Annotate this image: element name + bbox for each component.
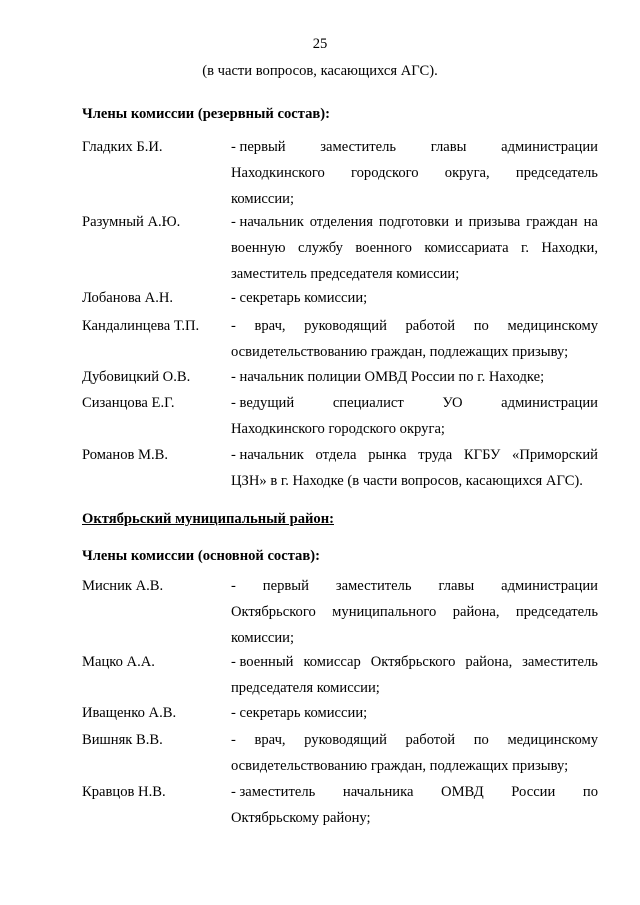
member-role bbox=[231, 313, 598, 365]
member-name: Гладких Б.И. bbox=[82, 139, 163, 155]
role-line: - начальник полиции ОМВД России по г. Находке; bbox=[231, 369, 545, 385]
role-word: администрации bbox=[501, 395, 598, 411]
role-word: рынка bbox=[368, 447, 407, 463]
heading-main-members: Члены комиссии (основной состав): bbox=[82, 548, 320, 564]
role-word: первый bbox=[262, 578, 309, 594]
member-role bbox=[231, 700, 598, 726]
page-number: 25 bbox=[312, 36, 328, 52]
role-line bbox=[231, 649, 598, 675]
member-role bbox=[231, 779, 598, 831]
role-word: Находки, bbox=[541, 240, 598, 256]
role-word: - заместитель bbox=[231, 784, 316, 800]
role-word: врач, bbox=[254, 732, 286, 748]
role-word: главы bbox=[438, 578, 475, 594]
role-word: - начальник bbox=[231, 214, 304, 230]
role-word: КГБУ bbox=[463, 447, 501, 463]
member-role bbox=[231, 727, 598, 779]
heading-reserve-members: Члены комиссии (резервный состав): bbox=[82, 106, 330, 122]
role-word: отделения bbox=[309, 214, 373, 230]
role-word: и bbox=[454, 214, 463, 230]
member-name: Кравцов Н.В. bbox=[82, 784, 166, 800]
role-line bbox=[231, 313, 598, 339]
role-word: подготовки bbox=[378, 214, 450, 230]
role-line: освидетельствованию граждан, подлежащих призыву; bbox=[231, 758, 569, 774]
role-word: городского bbox=[351, 165, 419, 181]
role-word: работой bbox=[405, 318, 456, 334]
member-name: Кандалинцева Т.П. bbox=[82, 318, 200, 334]
continuation-text: (в части вопросов, касающихся АГС). bbox=[202, 63, 438, 79]
role-word: по bbox=[473, 318, 489, 334]
role-line: Находкинского городского округа; bbox=[231, 421, 445, 437]
role-line: комиссии; bbox=[231, 191, 295, 207]
role-line: комиссии; bbox=[231, 630, 295, 646]
role-line bbox=[231, 235, 598, 261]
member-name: Мацко А.А. bbox=[82, 654, 155, 670]
role-word: призыва bbox=[468, 214, 521, 230]
role-line bbox=[231, 390, 598, 416]
member-role bbox=[231, 573, 598, 651]
role-word: по bbox=[582, 784, 598, 800]
member-role bbox=[231, 442, 598, 494]
role-word: военного bbox=[355, 240, 412, 256]
role-word: УО bbox=[442, 395, 463, 411]
member-role bbox=[231, 390, 598, 442]
role-word: специалист bbox=[332, 395, 404, 411]
role-word: заместитель bbox=[320, 139, 397, 155]
role-word: - bbox=[231, 318, 236, 334]
role-line: ЦЗН» в г. Находке (в части вопросов, касающихся АГС). bbox=[231, 473, 583, 489]
role-word: граждан bbox=[526, 214, 578, 230]
member-name: Разумный А.Ю. bbox=[82, 214, 181, 230]
role-line: Октябрьскому району; bbox=[231, 810, 371, 826]
member-role bbox=[231, 209, 598, 287]
member-role bbox=[231, 134, 598, 212]
member-role bbox=[231, 285, 598, 311]
role-word: администрации bbox=[501, 139, 598, 155]
role-word: района, bbox=[465, 654, 513, 670]
role-word: начальника bbox=[342, 784, 414, 800]
role-word: - военный bbox=[231, 654, 294, 670]
heading-oktyabrsky-district: Октябрьский муниципальный район: bbox=[82, 511, 334, 527]
role-word: работой bbox=[405, 732, 456, 748]
role-word: председатель bbox=[515, 165, 598, 181]
member-name: Иващенко А.В. bbox=[82, 705, 177, 721]
role-line bbox=[231, 599, 598, 625]
role-word: врач, bbox=[254, 318, 286, 334]
role-word: на bbox=[583, 214, 598, 230]
role-word: по bbox=[473, 732, 489, 748]
member-name: Мисник А.В. bbox=[82, 578, 164, 594]
member-name: Романов М.В. bbox=[82, 447, 169, 463]
role-line: - секретарь комиссии; bbox=[231, 290, 368, 306]
role-word: отдела bbox=[315, 447, 357, 463]
role-word: - начальник bbox=[231, 447, 304, 463]
role-line bbox=[231, 442, 598, 468]
role-line bbox=[231, 727, 598, 753]
role-word: медицинскому bbox=[507, 732, 598, 748]
role-word: «Приморский bbox=[512, 447, 598, 463]
role-word: - ведущий bbox=[231, 395, 295, 411]
role-word: России bbox=[511, 784, 556, 800]
role-word: военную bbox=[231, 240, 286, 256]
member-name: Дубовицкий О.В. bbox=[82, 369, 191, 385]
role-word: заместитель bbox=[335, 578, 412, 594]
role-word: руководящий bbox=[304, 732, 387, 748]
role-line: освидетельствованию граждан, подлежащих призыву; bbox=[231, 344, 569, 360]
role-line bbox=[231, 209, 598, 235]
role-word: труда bbox=[418, 447, 453, 463]
role-word: комиссар bbox=[303, 654, 361, 670]
role-word: заместитель bbox=[522, 654, 598, 670]
member-name: Сизанцова Е.Г. bbox=[82, 395, 175, 411]
role-word: округа, bbox=[444, 165, 490, 181]
role-line bbox=[231, 160, 598, 186]
role-word: руководящий bbox=[304, 318, 387, 334]
role-word: комиссариата bbox=[424, 240, 509, 256]
role-word: Октябрьского bbox=[370, 654, 456, 670]
member-role bbox=[231, 649, 598, 701]
role-word: медицинскому bbox=[507, 318, 598, 334]
role-word: - первый bbox=[231, 139, 286, 155]
role-word: председатель bbox=[515, 604, 598, 620]
role-word: муниципального bbox=[332, 604, 437, 620]
role-word: службу bbox=[297, 240, 343, 256]
role-word: главы bbox=[430, 139, 467, 155]
role-word: Находкинского bbox=[231, 165, 325, 181]
member-name: Лобанова А.Н. bbox=[82, 290, 174, 306]
role-word: района, bbox=[452, 604, 500, 620]
role-word: Октябрьского bbox=[231, 604, 316, 620]
role-line: - секретарь комиссии; bbox=[231, 705, 368, 721]
role-line bbox=[231, 779, 598, 805]
role-word: ОМВД bbox=[441, 784, 484, 800]
role-word: - bbox=[231, 578, 236, 594]
role-word: г. bbox=[520, 240, 529, 256]
role-line bbox=[231, 134, 598, 160]
role-line bbox=[231, 573, 598, 599]
role-word: - bbox=[231, 732, 236, 748]
role-line: председателя комиссии; bbox=[231, 680, 380, 696]
member-role bbox=[231, 364, 598, 390]
role-line: заместитель председателя комиссии; bbox=[231, 266, 460, 282]
role-word: администрации bbox=[501, 578, 598, 594]
member-name: Вишняк В.В. bbox=[82, 732, 163, 748]
